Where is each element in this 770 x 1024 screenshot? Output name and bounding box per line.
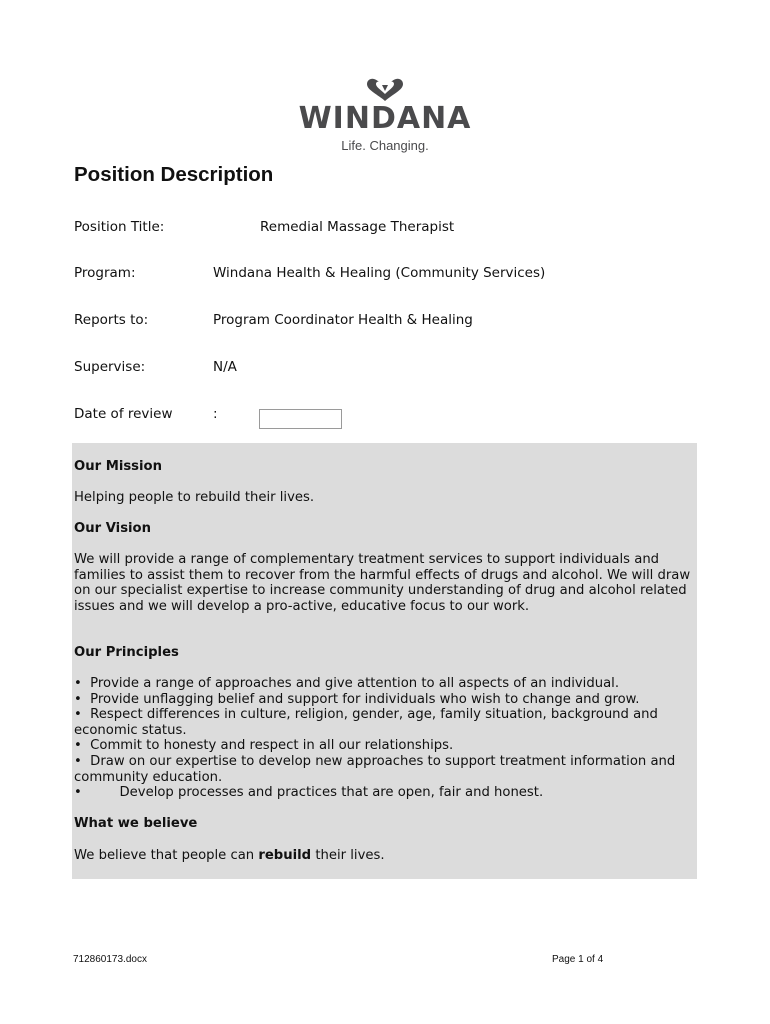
field-value-position-title: Remedial Massage Therapist [260,219,455,235]
page-title: Position Description [74,163,274,186]
field-value-supervise: N/A [213,359,237,375]
mission-heading: Our Mission [74,459,163,474]
logo-wordmark: WINDANA [298,101,472,136]
field-label-position-title: Position Title: [74,219,165,235]
believe-emphasis: rebuild [258,848,312,863]
windana-logo [297,78,473,158]
vision-heading: Our Vision [74,521,152,536]
principle-item: • Develop processes and practices that are open, fair and honest. [74,785,544,801]
bullet-icon: • [74,738,82,754]
bullet-icon: • [74,753,82,769]
field-value-reports-to: Program Coordinator Health & Healing [213,312,473,328]
bullet-icon: • [74,785,82,801]
footer-filename: 712860173.docx [73,954,147,965]
field-label-date-of-review: Date of review [74,406,173,422]
logo-tagline: Life. Changing. [341,138,429,153]
field-label-reports-to: Reports to: [74,312,149,328]
field-value-program: Windana Health & Healing (Community Services) [213,265,546,281]
vision-text: We will provide a range of complementary treatment services to support individuals and families to assist them to recover from the harmful effects of drugs and alcohol. We will draw on our specialist expertise to increase community understanding of drug and alcohol related issues and we will develop a pro-active, educative focus to our work. [74,552,691,614]
principle-item: • Respect differences in culture, religion, gender, age, family situation, background and economic status. [74,707,658,738]
field-value-date-colon: : [213,406,218,422]
principle-item: • Provide unflagging belief and support for individuals who wish to change and grow. [74,691,640,707]
principle-item: • Provide a range of approaches and give attention to all aspects of an individual. [74,676,620,691]
field-label-supervise: Supervise: [74,359,146,375]
footer-page-number: Page 1 of 4 [552,954,604,965]
principle-item: • Draw on our expertise to develop new approaches to support treatment information and community education. [74,753,676,785]
organisation-info-panel [72,443,697,879]
bullet-icon: • [74,691,82,707]
bullet-icon: • [74,676,82,691]
principles-heading: Our Principles [74,645,179,660]
principles-list [74,676,694,801]
bullet-icon: • [74,707,82,723]
principle-item: • Commit to honesty and respect in all our relationships. [74,738,454,754]
hearts-icon [363,78,407,102]
date-of-review-field[interactable] [259,409,342,429]
believe-text: We believe that people can rebuild their lives. [74,848,385,863]
believe-heading: What we believe [74,816,198,831]
mission-text: Helping people to rebuild their lives. [74,490,315,505]
field-label-program: Program: [74,265,136,281]
